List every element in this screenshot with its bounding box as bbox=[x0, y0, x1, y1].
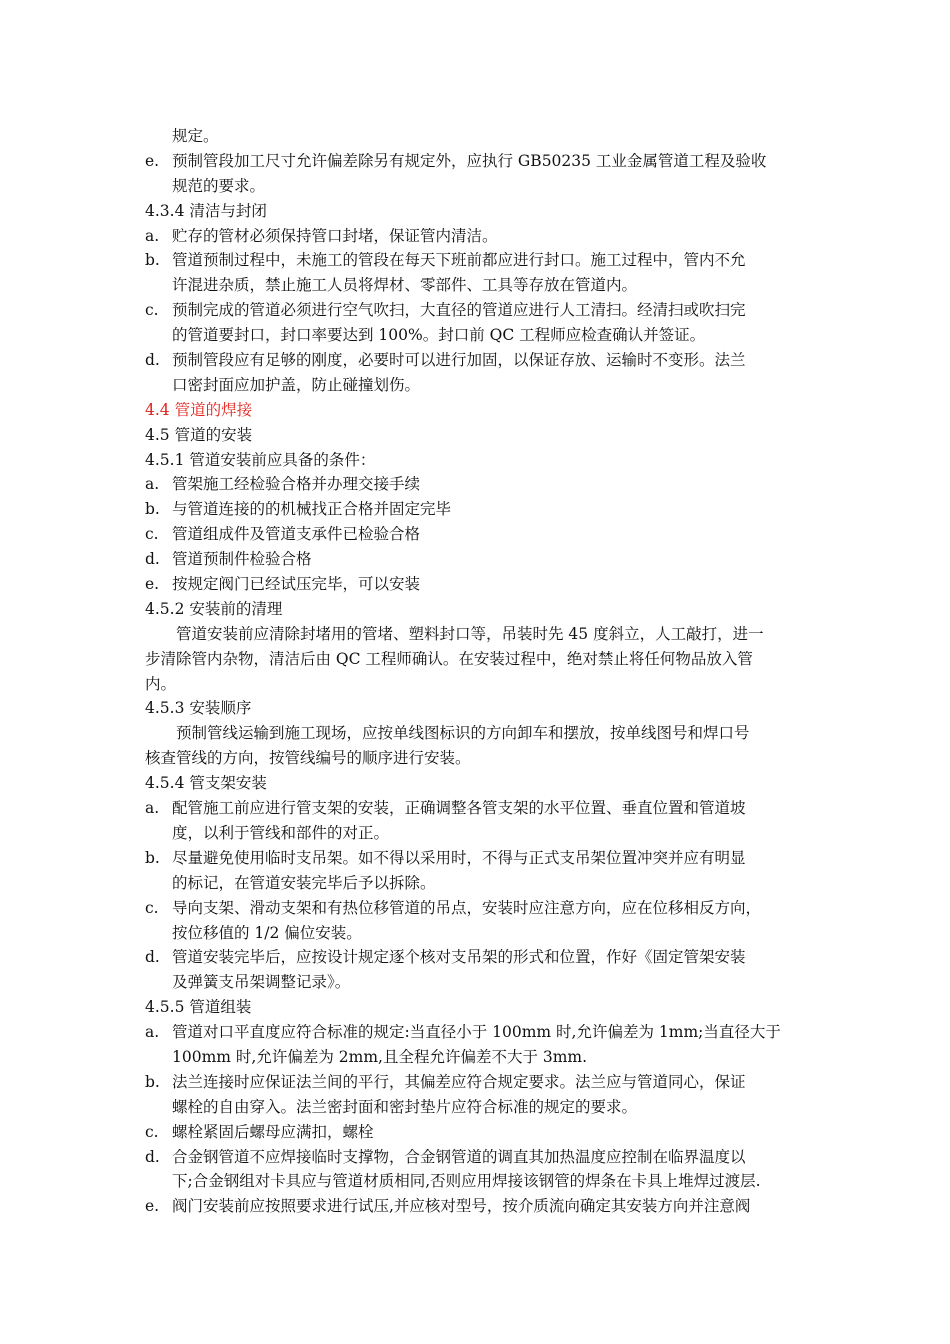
list-item bbox=[145, 547, 817, 572]
list-marker: d. bbox=[145, 351, 160, 370]
list-item-text: 管道预制件检验合格 bbox=[172, 550, 312, 569]
list-item-continuation bbox=[145, 174, 817, 199]
heading-text: 4.5.5 管道组装 bbox=[145, 998, 252, 1017]
list-item bbox=[145, 1120, 817, 1145]
list-marker: a. bbox=[145, 1023, 160, 1042]
list-item-continuation bbox=[145, 1095, 817, 1120]
paragraph-text: 管道安装前应清除封堵用的管堵、塑料封口等，吊装时先 45 度斜立，人工敲打，进一 bbox=[176, 624, 764, 643]
list-item-text: 合金钢管道不应焊接临时支撑物，合金钢管道的调直其加热温度应控制在临界温度以 bbox=[172, 1147, 746, 1166]
list-item bbox=[145, 1070, 817, 1095]
section-heading bbox=[145, 597, 817, 622]
continuation-text: 下;合金钢组对卡具应与管道材质相同,否则应用焊接该钢管的焊条在卡具上堆焊过渡层. bbox=[172, 1172, 761, 1191]
list-item-text: 与管道连接的的机械找正合格并固定完毕 bbox=[172, 500, 452, 519]
list-marker: c. bbox=[145, 301, 159, 320]
list-item-text: 预制完成的管道必须进行空气吹扫，大直径的管道应进行人工清扫。经清扫或吹扫完 bbox=[172, 301, 746, 320]
list-marker: e. bbox=[145, 151, 160, 170]
paragraph-line bbox=[145, 672, 817, 697]
list-item bbox=[145, 298, 817, 323]
list-item-text: 配管施工前应进行管支架的安装，正确调整各管支架的水平位置、垂直位置和管道坡 bbox=[172, 799, 746, 818]
list-item bbox=[145, 248, 817, 273]
continuation-text: 口密封面应加护盖，防止碰撞划伤。 bbox=[172, 375, 421, 394]
paragraph-text: 步清除管内杂物，清洁后由 QC 工程师确认。在安装过程中，绝对禁止将任何物品放入管 bbox=[145, 649, 753, 668]
list-item-continuation bbox=[145, 921, 817, 946]
continuation-text: 规定。 bbox=[172, 127, 219, 145]
list-item-continuation bbox=[145, 1169, 817, 1194]
list-item bbox=[145, 348, 817, 373]
section-heading bbox=[145, 398, 817, 423]
list-item-text: 螺栓紧固后螺母应满扣，螺栓 bbox=[172, 1122, 374, 1141]
section-heading bbox=[145, 423, 817, 448]
continuation-text: 规范的要求。 bbox=[172, 176, 266, 195]
list-item-text: 预制管段应有足够的刚度，必要时可以进行加固，以保证存放、运输时不变形。法兰 bbox=[172, 351, 746, 370]
document-body bbox=[145, 124, 817, 1219]
list-item-text: 导向支架、滑动支架和有热位移管道的吊点，安装时应注意方向，应在位移相反方向， bbox=[172, 898, 762, 917]
list-item bbox=[145, 497, 817, 522]
list-marker: c. bbox=[145, 525, 159, 544]
heading-text: 4.4 管道的焊接 bbox=[145, 400, 253, 419]
heading-text: 4.5.2 安装前的清理 bbox=[145, 599, 283, 618]
list-item bbox=[145, 572, 817, 597]
heading-text: 4.5.3 安装顺序 bbox=[145, 699, 252, 718]
list-item-text: 管道组成件及管道支承件已检验合格 bbox=[172, 525, 421, 544]
heading-text: 4.3.4 清洁与封闭 bbox=[145, 201, 267, 220]
list-item-text: 尽量避免使用临时支吊架。如不得以采用时，不得与正式支吊架位置冲突并应有明显 bbox=[172, 848, 746, 867]
continuation-text: 按位移值的 1/2 偏位安装。 bbox=[172, 923, 362, 942]
paragraph-text: 内。 bbox=[145, 674, 177, 693]
list-item bbox=[145, 896, 817, 921]
list-item bbox=[145, 224, 817, 249]
list-marker: d. bbox=[145, 948, 160, 967]
list-item-text: 阀门安装前应按照要求进行试压,并应核对型号，按介质流向确定其安装方向并注意阀 bbox=[172, 1197, 751, 1216]
list-marker: b. bbox=[145, 251, 160, 270]
list-marker: b. bbox=[145, 848, 160, 867]
continuation-text: 螺栓的自由穿入。法兰密封面和密封垫片应符合标准的规定的要求。 bbox=[172, 1097, 638, 1116]
list-marker: c. bbox=[145, 1122, 159, 1141]
continuation-text: 及弹簧支吊架调整记录》。 bbox=[172, 973, 351, 992]
list-item-text: 法兰连接时应保证法兰间的平行，其偏差应符合规定要求。法兰应与管道同心，保证 bbox=[172, 1072, 746, 1091]
heading-text: 4.5.1 管道安装前应具备的条件： bbox=[145, 450, 376, 469]
list-item-continuation bbox=[145, 323, 817, 348]
list-item-continuation bbox=[145, 124, 817, 149]
list-item-continuation bbox=[145, 373, 817, 398]
list-item-text: 管道预制过程中，未施工的管段在每天下班前都应进行封口。施工过程中，管内不允 bbox=[172, 251, 746, 270]
list-item bbox=[145, 1194, 817, 1219]
heading-text: 4.5.4 管支架安装 bbox=[145, 774, 267, 793]
list-item-continuation bbox=[145, 273, 817, 298]
list-item-text: 管道对口平直度应符合标准的规定:当直径小于 100mm 时,允许偏差为 1mm;当直径大于 bbox=[172, 1023, 781, 1042]
list-item-continuation bbox=[145, 970, 817, 995]
list-item bbox=[145, 796, 817, 821]
list-item-continuation bbox=[145, 871, 817, 896]
list-marker: b. bbox=[145, 1072, 160, 1091]
heading-text: 4.5 管道的安装 bbox=[145, 425, 253, 444]
list-marker: e. bbox=[145, 575, 160, 594]
paragraph-text: 核查管线的方向，按管线编号的顺序进行安装。 bbox=[145, 749, 471, 768]
list-item bbox=[145, 522, 817, 547]
continuation-text: 许混进杂质，禁止施工人员将焊材、零部件、工具等存放在管道内。 bbox=[172, 276, 638, 295]
section-heading bbox=[145, 199, 817, 224]
list-marker: a. bbox=[145, 799, 160, 818]
list-item bbox=[145, 1020, 817, 1045]
list-item bbox=[145, 149, 817, 174]
list-item bbox=[145, 945, 817, 970]
list-marker: e. bbox=[145, 1197, 160, 1216]
paragraph-line bbox=[145, 647, 817, 672]
paragraph-text: 预制管线运输到施工现场，应按单线图标识的方向卸车和摆放，按单线图号和焊口号 bbox=[176, 724, 750, 743]
list-marker: d. bbox=[145, 1147, 160, 1166]
list-marker: a. bbox=[145, 475, 160, 494]
list-item-text: 预制管段加工尺寸允许偏差除另有规定外，应执行 GB50235 工业金属管道工程及验收 bbox=[172, 151, 767, 170]
list-marker: a. bbox=[145, 226, 160, 245]
list-item-text: 按规定阀门已经试压完毕，可以安装 bbox=[172, 575, 421, 594]
continuation-text: 100mm 时,允许偏差为 2mm,且全程允许偏差不大于 3mm. bbox=[172, 1047, 588, 1066]
list-item bbox=[145, 846, 817, 871]
paragraph-first-line bbox=[145, 622, 817, 647]
section-heading bbox=[145, 995, 817, 1020]
section-heading bbox=[145, 696, 817, 721]
list-marker: d. bbox=[145, 550, 160, 569]
list-item-continuation bbox=[145, 821, 817, 846]
list-item-text: 贮存的管材必须保持管口封堵，保证管内清洁。 bbox=[172, 226, 498, 245]
list-marker: b. bbox=[145, 500, 160, 519]
list-marker: c. bbox=[145, 898, 159, 917]
paragraph-first-line bbox=[145, 721, 817, 746]
section-heading bbox=[145, 448, 817, 473]
list-item-text: 管架施工经检验合格并办理交接手续 bbox=[172, 475, 421, 494]
list-item bbox=[145, 472, 817, 497]
section-heading bbox=[145, 771, 817, 796]
paragraph-line bbox=[145, 746, 817, 771]
continuation-text: 的管道要封口，封口率要达到 100%。封口前 QC 工程师应检查确认并签证。 bbox=[172, 326, 706, 345]
list-item-text: 管道安装完毕后，应按设计规定逐个核对支吊架的形式和位置，作好《固定管架安装 bbox=[172, 948, 746, 967]
list-item-continuation bbox=[145, 1045, 817, 1070]
list-item bbox=[145, 1145, 817, 1170]
continuation-text: 度，以利于管线和部件的对正。 bbox=[172, 823, 390, 842]
continuation-text: 的标记，在管道安装完毕后予以拆除。 bbox=[172, 873, 436, 892]
